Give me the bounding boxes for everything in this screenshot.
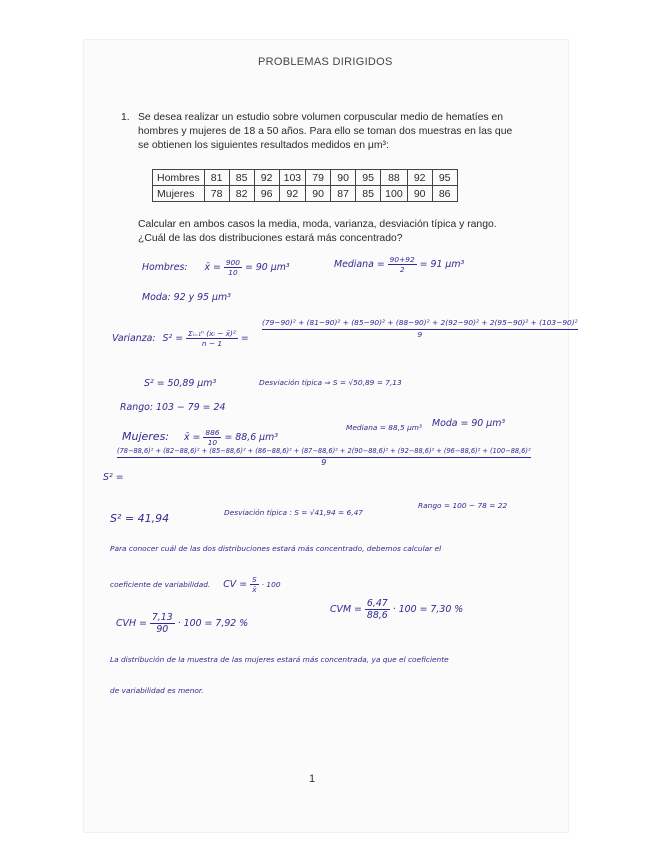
cv-label: CV =: [223, 579, 248, 590]
mujeres-label: Mujeres:: [122, 430, 170, 443]
fraction-numerator: Σᵢ₌₁ⁿ (xᵢ − x̄)²: [188, 329, 236, 338]
mujeres-std-dev: Desviación típica : S = √41,94 = 6,47: [224, 508, 363, 517]
hombres-mode: Moda: 92 y 95 μm³: [142, 292, 231, 303]
fraction-denominator: 88,6: [366, 610, 388, 621]
table-cell: 85: [229, 170, 254, 186]
fraction-numerator: 90+92: [389, 255, 415, 264]
mean-symbol: x̄ =: [204, 262, 221, 273]
table-cell: 81: [204, 170, 229, 186]
fraction-denominator: 2: [399, 265, 405, 274]
table-cell: 88: [381, 170, 408, 186]
table-cell: 78: [204, 186, 229, 202]
fraction-numerator: (78−88,6)² + (82−88,6)² + (85−88,6)² + (86−88,6)² + (87−88,6)² + 2(90−88,6)² + (92−88,6)² + (96−88,6)² + (100−88,6)²: [117, 447, 531, 458]
fraction-numerator: S: [252, 575, 257, 584]
hombres-s2: S² = 50,89 μm³: [144, 378, 217, 389]
fraction-numerator: 900: [225, 258, 241, 267]
fraction-denominator: 90: [156, 624, 169, 635]
fraction-numerator: 6,47: [366, 598, 388, 609]
table-cell: 95: [356, 170, 381, 186]
fraction-numerator: 886: [205, 428, 220, 437]
cvh-fraction: [150, 612, 175, 635]
table-cell: 79: [306, 170, 331, 186]
cv-intro-line2: coeficiente de variabilidad.: [110, 580, 211, 589]
median-result: = 91 μm³: [419, 259, 465, 270]
table-cell: 96: [254, 186, 279, 202]
mujeres-variance-fraction: [117, 447, 531, 467]
table-cell: 90: [407, 186, 432, 202]
mujeres-s2: S² = 41,94: [110, 512, 170, 525]
fraction-numerator: 7,13: [151, 612, 173, 623]
table-cell: 90: [306, 186, 331, 202]
cvm-fraction: [365, 598, 390, 621]
mujeres-s2-symbol: S² =: [103, 472, 124, 483]
data-table: [152, 169, 458, 202]
varianza-label: Varianza:: [112, 333, 156, 344]
mean-result: = 90 μm³: [245, 262, 290, 273]
cv-mujeres: [330, 598, 463, 621]
hombres-variance-fraction: [262, 318, 578, 339]
cvm-result: · 100 = 7,30 %: [392, 604, 464, 615]
s2-symbol: S² =: [162, 333, 184, 344]
cvh-label: CVH =: [116, 618, 147, 629]
variance-formula: [186, 329, 238, 348]
mujeres-median: Mediana = 88,5 μm³: [346, 423, 422, 432]
question-line: ¿Cuál de las dos distribuciones estará más concentrado?: [138, 233, 403, 244]
table-cell: 86: [432, 186, 457, 202]
table-cell: 92: [279, 186, 306, 202]
statement-line: Se desea realizar un estudio sobre volumen corpuscular medio de hematíes en: [138, 112, 504, 123]
table-cell: 95: [432, 170, 457, 186]
mean-fraction: [203, 428, 221, 447]
cv-formula-tail: · 100: [261, 580, 281, 589]
mean-symbol: x̄ =: [184, 432, 201, 443]
table-cell: 103: [279, 170, 306, 186]
table-cell: 87: [331, 186, 356, 202]
problem-statement: [138, 111, 518, 153]
statement-line: se obtienen los siguientes resultados medidos en μm³:: [138, 140, 389, 151]
hombres-mean-line: [142, 258, 290, 277]
table-cell: 90: [331, 170, 356, 186]
fraction-denominator: n − 1: [201, 339, 223, 348]
table-cell: 92: [254, 170, 279, 186]
fraction-numerator: (79−90)² + (81−90)² + (85−90)² + (88−90)² + 2(92−90)² + 2(95−90)² + (103−90)²: [262, 318, 578, 330]
hombres-label: Hombres:: [142, 262, 188, 273]
hombres-median: [334, 255, 464, 274]
question: [138, 218, 497, 246]
fraction-denominator: x̄: [252, 585, 257, 594]
table-row-hombres: [153, 170, 458, 186]
table-cell: 82: [229, 186, 254, 202]
table-cell: 85: [356, 186, 381, 202]
cvm-label: CVM =: [330, 604, 362, 615]
mujeres-mean-line: [122, 428, 278, 447]
median-fraction: [388, 255, 417, 274]
cv-formula-fraction: [250, 575, 259, 594]
cv-hombres: [116, 612, 248, 635]
conclusion-line: La distribución de la muestra de las mujeres estará más concentrada, ya que el coeficiente: [110, 655, 449, 664]
statement-line: hombres y mujeres de 18 a 50 años. Para ello se toman dos muestras en las que: [138, 126, 513, 137]
page-number: 1: [309, 773, 316, 785]
hombres-range: Rango: 103 − 79 = 24: [120, 402, 226, 413]
varianza-line: Varianza: S² = $\frac{\text{Σᵢ₌₁ⁿ (xᵢ − x̄)²}}{n - 1}$ =: [112, 329, 249, 348]
fraction-denominator: 9: [417, 330, 423, 339]
fraction-denominator: 9: [321, 458, 327, 467]
hombres-std-dev: Desviación típica ⇒ S = √50,89 = 7,13: [259, 378, 402, 387]
mujeres-range: Rango = 100 − 78 = 22: [418, 501, 508, 510]
mujeres-mode: Moda = 90 μm³: [432, 418, 506, 429]
table-cell: 92: [407, 170, 432, 186]
table-cell: 100: [381, 186, 408, 202]
median-label: Mediana =: [334, 259, 385, 270]
fraction-denominator: 10: [207, 438, 218, 447]
mean-fraction: [224, 258, 242, 277]
fraction-denominator: 10: [228, 268, 238, 277]
table-row-mujeres: [153, 186, 458, 202]
table-cell: Hombres: [153, 170, 205, 186]
cv-intro-line: Para conocer cuál de las dos distribuciones estará más concentrado, debemos calcular el: [110, 544, 442, 553]
cvh-result: · 100 = 7,92 %: [177, 618, 249, 629]
problem-number: 1.: [121, 112, 130, 123]
mean-result: = 88,6 μm³: [224, 432, 279, 443]
table-cell: Mujeres: [153, 186, 205, 202]
conclusion-line: de variabilidad es menor.: [110, 686, 204, 695]
page-title: PROBLEMAS DIRIGIDOS: [258, 56, 393, 68]
cv-formula-line: [110, 575, 281, 594]
question-line: Calcular en ambos casos la media, moda, varianza, desviación típica y rango.: [138, 219, 497, 230]
